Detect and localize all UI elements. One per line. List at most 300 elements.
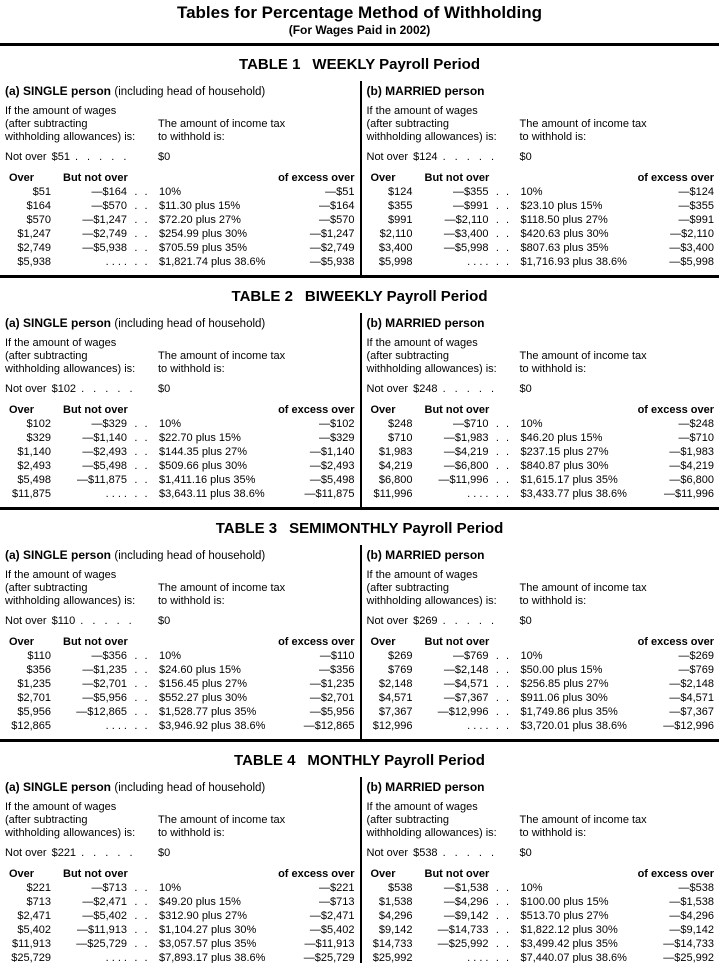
- dot-leader: . .: [134, 692, 150, 704]
- excess-over-value: —$355: [678, 200, 714, 212]
- column-headers: [5, 635, 355, 649]
- but-not-over-value: —$356: [91, 650, 127, 662]
- married-label: (b) MARRIED person: [366, 548, 485, 562]
- not-over-line: [5, 615, 355, 628]
- not-over-amount: $124: [413, 151, 438, 163]
- single-label: (a) SINGLE person: [5, 780, 112, 794]
- but-not-over-value: —$2,110: [444, 214, 489, 226]
- excess-over-value: —$12,865: [303, 720, 355, 732]
- zero-tax-value: $0: [158, 383, 171, 395]
- dot-leader: . .: [495, 488, 512, 500]
- excess-over-value: —$4,296: [669, 910, 714, 922]
- tax-condition-text: [158, 118, 355, 144]
- but-not-over-column-header: But not over: [424, 172, 490, 184]
- payroll-table-section: [0, 56, 719, 278]
- tax-condition-text: [158, 350, 355, 376]
- but-not-over-value: —$4,219: [443, 446, 489, 458]
- wages-line-2: (after subtracting: [5, 582, 88, 594]
- table-title: [0, 288, 719, 306]
- over-value: $25,729: [11, 952, 51, 963]
- but-not-over-value: —$1,140: [82, 432, 127, 444]
- excess-over-value: —$570: [319, 214, 355, 226]
- wages-condition-text: [5, 801, 158, 840]
- excess-over-value: —$11,996: [664, 488, 714, 500]
- dot-leader: . .: [495, 910, 512, 922]
- table-row: [367, 881, 715, 895]
- wages-condition-text: [5, 105, 158, 144]
- table-row: [5, 487, 355, 501]
- not-over-line: [367, 383, 715, 396]
- wages-line-1: If the amount of wages: [366, 105, 478, 117]
- tax-amount: $7,893.17 plus 38.6%: [159, 952, 266, 963]
- excess-over-value: —$11,875: [304, 488, 355, 500]
- wages-line-3: withholding allowances) is:: [366, 131, 497, 143]
- dot-leader: . .: [134, 186, 150, 198]
- but-not-over-value: —$12,865: [76, 706, 127, 718]
- table-row: [367, 705, 715, 719]
- dot-leader: . . . . .: [442, 151, 498, 163]
- dot-leader: . .: [495, 706, 512, 718]
- over-value: $5,938: [17, 256, 51, 268]
- bracket-rows: [5, 417, 355, 501]
- dot-leader: . .: [134, 664, 150, 676]
- but-not-over-value: —$769: [453, 650, 489, 662]
- single-person-panel: [0, 777, 360, 963]
- table-row: [367, 255, 715, 269]
- table-title: [0, 56, 719, 74]
- over-value: $5,402: [17, 924, 51, 936]
- over-value: $5,498: [17, 474, 51, 486]
- tax-amount: 10%: [520, 418, 543, 430]
- dot-leader: . .: [134, 446, 150, 458]
- excess-over-column-header: of excess over: [637, 868, 714, 880]
- condition-columns: [367, 801, 715, 840]
- table-row: [367, 691, 715, 705]
- table-row: [367, 459, 715, 473]
- tax-amount: $254.99 plus 30%: [159, 228, 248, 240]
- dot-leader: . .: [495, 460, 512, 472]
- but-not-over-value: —$5,498: [82, 460, 127, 472]
- wages-line-3: withholding allowances) is:: [366, 827, 497, 839]
- dot-leader: . . . . .: [442, 847, 498, 859]
- table-row: [367, 487, 715, 501]
- table-panel: [0, 313, 719, 510]
- tax-amount: $705.59 plus 35%: [159, 242, 248, 254]
- tax-amount: $3,499.42 plus 35%: [520, 938, 618, 950]
- dot-leader: . .: [134, 678, 150, 690]
- but-not-over-value: —$6,800: [443, 460, 489, 472]
- over-value: $356: [26, 664, 51, 676]
- over-value: $2,110: [379, 228, 413, 240]
- table-row: [5, 649, 355, 663]
- but-not-over-value: —$4,296: [443, 896, 489, 908]
- not-over-amount: $269: [413, 615, 438, 627]
- dot-leader: . .: [134, 938, 150, 950]
- but-not-over-value: —$1,235: [82, 664, 127, 676]
- not-over-amount: $538: [413, 847, 438, 859]
- but-not-over-value: —$5,956: [82, 692, 127, 704]
- not-over-prefix: Not over: [366, 847, 409, 859]
- but-not-over-value: . . . .: [105, 952, 127, 963]
- but-not-over-value: —$5,998: [443, 242, 489, 254]
- dot-leader: . .: [134, 924, 150, 936]
- zero-tax-value: $0: [158, 847, 171, 859]
- over-value: $710: [388, 432, 413, 444]
- over-column-header: Over: [370, 636, 396, 648]
- over-column-header: Over: [370, 404, 396, 416]
- table-period-name: WEEKLY Payroll Period: [312, 56, 480, 73]
- tax-amount: $49.20 plus 15%: [159, 896, 241, 908]
- excess-over-value: —$25,729: [303, 952, 355, 963]
- over-value: $329: [26, 432, 51, 444]
- excess-over-value: —$4,219: [669, 460, 714, 472]
- not-over-amount: $102: [51, 383, 77, 395]
- married-section-heading: [367, 547, 715, 564]
- dot-leader: . .: [495, 924, 512, 936]
- over-value: $124: [388, 186, 413, 198]
- but-not-over-value: —$991: [453, 200, 489, 212]
- wages-line-3: withholding allowances) is:: [5, 595, 136, 607]
- table-row: [5, 705, 355, 719]
- tax-amount: 10%: [520, 882, 543, 894]
- table-row: [367, 213, 715, 227]
- over-column-header: Over: [9, 404, 35, 416]
- excess-over-value: —$2,471: [309, 910, 355, 922]
- married-person-panel: [360, 545, 719, 739]
- dot-leader: . .: [134, 650, 150, 662]
- not-over-line: [367, 151, 715, 164]
- dot-leader: . .: [495, 938, 512, 950]
- table-panel: [0, 81, 719, 278]
- excess-over-value: —$269: [678, 650, 714, 662]
- dot-leader: . .: [134, 200, 150, 212]
- married-person-panel: [360, 81, 719, 275]
- table-row: [5, 677, 355, 691]
- dot-leader: . .: [495, 446, 512, 458]
- not-over-condition: [5, 847, 158, 860]
- table-row: [5, 445, 355, 459]
- over-value: $1,140: [17, 446, 51, 458]
- table-row: [367, 417, 715, 431]
- dot-leader: . .: [495, 692, 512, 704]
- but-not-over-value: —$11,875: [77, 474, 127, 486]
- excess-over-value: —$1,140: [309, 446, 355, 458]
- but-not-over-value: —$164: [91, 186, 127, 198]
- but-not-over-value: —$25,729: [76, 938, 127, 950]
- tax-amount: $3,643.11 plus 38.6%: [159, 488, 265, 500]
- tax-line-2: to withhold is:: [158, 363, 225, 375]
- married-person-panel: [360, 313, 719, 507]
- but-not-over-column-header: But not over: [63, 172, 128, 184]
- table-row: [5, 213, 355, 227]
- excess-over-value: —$769: [678, 664, 714, 676]
- over-value: $12,865: [11, 720, 51, 732]
- not-over-amount: $221: [51, 847, 77, 859]
- over-value: $991: [388, 214, 413, 226]
- dot-leader: . .: [495, 650, 512, 662]
- table-period-name: SEMIMONTHLY Payroll Period: [289, 520, 504, 537]
- bracket-rows: [367, 649, 715, 733]
- condition-columns: [5, 569, 355, 608]
- tax-amount: 10%: [159, 186, 182, 198]
- wages-line-1: If the amount of wages: [5, 569, 117, 581]
- dot-leader: . .: [495, 418, 512, 430]
- excess-over-value: —$221: [319, 882, 355, 894]
- married-section-heading: [367, 315, 715, 332]
- but-not-over-value: —$25,992: [437, 938, 489, 950]
- excess-over-column-header: of excess over: [278, 636, 355, 648]
- but-not-over-value: . . . .: [105, 720, 127, 732]
- dot-leader: . .: [134, 488, 150, 500]
- but-not-over-value: —$4,571: [443, 678, 489, 690]
- not-over-prefix: Not over: [5, 383, 47, 395]
- table-row: [5, 909, 355, 923]
- table-row: [5, 937, 355, 951]
- condition-columns: [5, 801, 355, 840]
- tax-condition-text: [520, 814, 715, 840]
- over-value: $2,493: [17, 460, 51, 472]
- but-not-over-value: —$11,913: [77, 924, 127, 936]
- over-value: $1,538: [378, 896, 413, 908]
- dot-leader: . .: [134, 720, 150, 732]
- table-row: [5, 881, 355, 895]
- dot-leader: . .: [495, 720, 512, 732]
- dot-leader: . .: [495, 882, 512, 894]
- tax-line-1: The amount of income tax: [158, 814, 286, 826]
- tax-amount: 10%: [520, 186, 543, 198]
- excess-over-value: —$1,983: [669, 446, 714, 458]
- tax-line-2: to withhold is:: [158, 827, 225, 839]
- over-value: $4,571: [378, 692, 413, 704]
- table-row: [367, 923, 715, 937]
- excess-over-value: —$329: [319, 432, 355, 444]
- over-value: $4,296: [378, 910, 413, 922]
- column-headers: [367, 867, 715, 881]
- excess-over-value: —$5,938: [309, 256, 355, 268]
- wages-line-1: If the amount of wages: [5, 337, 117, 349]
- tax-amount: $1,749.86 plus 35%: [520, 706, 618, 718]
- dot-leader: . .: [495, 228, 512, 240]
- table-row: [367, 719, 715, 733]
- wages-condition-text: [5, 569, 158, 608]
- table-row: [367, 909, 715, 923]
- excess-over-column-header: of excess over: [278, 172, 355, 184]
- but-not-over-column-header: But not over: [63, 404, 128, 416]
- tax-line-2: to withhold is:: [519, 595, 587, 607]
- not-over-condition: [367, 151, 520, 164]
- excess-over-column-header: of excess over: [278, 404, 355, 416]
- dot-leader: . .: [495, 896, 512, 908]
- dot-leader: . .: [134, 882, 150, 894]
- dot-leader: . .: [134, 432, 150, 444]
- but-not-over-value: . . . .: [467, 720, 489, 732]
- excess-over-value: —$9,142: [669, 924, 714, 936]
- table-panel: [0, 545, 719, 742]
- tax-line-2: to withhold is:: [519, 363, 587, 375]
- wages-line-1: If the amount of wages: [5, 105, 117, 117]
- tax-condition-text: [158, 582, 355, 608]
- tax-amount: $1,821.74 plus 38.6%: [159, 256, 266, 268]
- table-row: [367, 473, 715, 487]
- single-suffix: (including head of household): [114, 550, 266, 562]
- but-not-over-value: —$5,402: [82, 910, 127, 922]
- zero-tax-value: $0: [519, 615, 532, 627]
- wages-line-1: If the amount of wages: [366, 801, 478, 813]
- over-value: $11,913: [12, 938, 51, 950]
- but-not-over-value: —$2,148: [443, 664, 489, 676]
- over-value: $6,800: [378, 474, 413, 486]
- document-title: Tables for Percentage Method of Withholding: [176, 3, 543, 22]
- condition-columns: [5, 337, 355, 376]
- table-number: TABLE 1: [239, 56, 301, 73]
- but-not-over-value: —$2,749: [82, 228, 127, 240]
- dot-leader: . .: [495, 242, 512, 254]
- excess-over-column-header: of excess over: [637, 172, 714, 184]
- tax-amount: $7,440.07 plus 38.6%: [520, 952, 627, 963]
- over-value: $5,956: [17, 706, 51, 718]
- tax-amount: 10%: [520, 650, 543, 662]
- document-header: [0, 0, 719, 38]
- table-row: [5, 199, 355, 213]
- over-value: $14,733: [372, 938, 413, 950]
- payroll-table-section: [0, 752, 719, 963]
- payroll-table-section: [0, 288, 719, 510]
- dot-leader: . .: [495, 256, 512, 268]
- condition-columns: [367, 105, 715, 144]
- condition-columns: [367, 337, 715, 376]
- but-not-over-value: —$12,996: [437, 706, 489, 718]
- zero-tax-value: $0: [519, 151, 532, 163]
- zero-tax-value: $0: [519, 847, 532, 859]
- excess-over-value: —$2,110: [670, 228, 714, 240]
- payroll-table-section: [0, 520, 719, 742]
- over-value: $355: [388, 200, 413, 212]
- single-person-panel: [0, 545, 360, 739]
- tax-amount: $144.35 plus 27%: [159, 446, 248, 458]
- not-over-prefix: Not over: [366, 383, 409, 395]
- column-headers: [5, 171, 355, 185]
- but-not-over-value: —$3,400: [443, 228, 489, 240]
- table-row: [367, 649, 715, 663]
- tax-amount: $3,057.57 plus 35%: [159, 938, 257, 950]
- but-not-over-value: —$329: [91, 418, 127, 430]
- tax-amount: $1,716.93 plus 38.6%: [520, 256, 627, 268]
- dot-leader: . .: [134, 896, 150, 908]
- single-label: (a) SINGLE person: [5, 316, 112, 330]
- over-value: $1,983: [378, 446, 413, 458]
- tax-line-2: to withhold is:: [519, 131, 587, 143]
- column-headers: [367, 171, 715, 185]
- over-value: $25,992: [372, 952, 413, 963]
- tax-line-2: to withhold is:: [158, 595, 225, 607]
- over-value: $1,247: [17, 228, 51, 240]
- excess-over-value: —$248: [678, 418, 714, 430]
- excess-over-value: —$5,998: [669, 256, 714, 268]
- tax-amount: $256.85 plus 27%: [520, 678, 609, 690]
- over-value: $538: [388, 882, 413, 894]
- not-over-line: [5, 151, 355, 164]
- tax-amount: $3,720.01 plus 38.6%: [520, 720, 627, 732]
- wages-line-2: (after subtracting: [5, 814, 88, 826]
- tax-condition-text: [520, 582, 715, 608]
- over-column-header: Over: [370, 172, 396, 184]
- excess-over-value: —$991: [678, 214, 714, 226]
- tax-amount: $23.10 plus 15%: [520, 200, 603, 212]
- wages-line-2: (after subtracting: [5, 350, 88, 362]
- wages-line-2: (after subtracting: [366, 582, 450, 594]
- but-not-over-value: . . . .: [105, 256, 127, 268]
- not-over-line: [5, 847, 355, 860]
- tax-amount: $22.70 plus 15%: [159, 432, 241, 444]
- wages-line-3: withholding allowances) is:: [5, 363, 136, 375]
- single-suffix: (including head of household): [114, 782, 266, 794]
- dot-leader: . .: [134, 706, 150, 718]
- tax-amount: $513.70 plus 27%: [520, 910, 609, 922]
- not-over-condition: [367, 615, 520, 628]
- excess-over-value: —$2,749: [309, 242, 355, 254]
- bracket-rows: [5, 185, 355, 269]
- table-title: [0, 752, 719, 770]
- tax-line-1: The amount of income tax: [519, 350, 647, 362]
- table-row: [367, 951, 715, 963]
- but-not-over-column-header: But not over: [424, 404, 490, 416]
- table-row: [5, 663, 355, 677]
- tax-amount: $807.63 plus 35%: [520, 242, 609, 254]
- document-subtitle: (For Wages Paid in 2002): [288, 23, 431, 37]
- excess-over-value: —$164: [319, 200, 355, 212]
- tax-condition-text: [158, 814, 355, 840]
- table-row: [367, 895, 715, 909]
- over-value: $2,148: [378, 678, 413, 690]
- over-value: $51: [32, 186, 51, 198]
- but-not-over-value: —$570: [91, 200, 127, 212]
- married-section-heading: [367, 779, 715, 796]
- table-row: [5, 255, 355, 269]
- over-value: $570: [26, 214, 51, 226]
- condition-columns: [5, 105, 355, 144]
- table-row: [5, 951, 355, 963]
- header-divider: [0, 43, 719, 46]
- not-over-prefix: Not over: [5, 615, 47, 627]
- but-not-over-column-header: But not over: [63, 868, 128, 880]
- but-not-over-value: —$9,142: [443, 910, 489, 922]
- dot-leader: . .: [134, 474, 150, 486]
- dot-leader: . . . . .: [80, 615, 135, 627]
- table-row: [5, 691, 355, 705]
- bracket-rows: [5, 649, 355, 733]
- wages-line-3: withholding allowances) is:: [5, 131, 136, 143]
- but-not-over-column-header: But not over: [424, 868, 490, 880]
- dot-leader: . .: [134, 460, 150, 472]
- table-row: [5, 473, 355, 487]
- tax-amount: $420.63 plus 30%: [520, 228, 609, 240]
- single-label: (a) SINGLE person: [5, 548, 112, 562]
- table-row: [5, 459, 355, 473]
- dot-leader: . .: [495, 200, 512, 212]
- over-value: $7,367: [378, 706, 413, 718]
- tax-amount: $509.66 plus 30%: [159, 460, 248, 472]
- bracket-rows: [367, 881, 715, 963]
- single-section-heading: [5, 83, 355, 100]
- tax-amount: $100.00 plus 15%: [520, 896, 609, 908]
- wages-line-2: (after subtracting: [366, 350, 450, 362]
- excess-over-value: —$1,247: [309, 228, 355, 240]
- dot-leader: . .: [495, 214, 512, 226]
- dot-leader: . .: [495, 432, 512, 444]
- excess-over-column-header: of excess over: [278, 868, 355, 880]
- over-value: $11,875: [12, 488, 51, 500]
- single-person-panel: [0, 313, 360, 507]
